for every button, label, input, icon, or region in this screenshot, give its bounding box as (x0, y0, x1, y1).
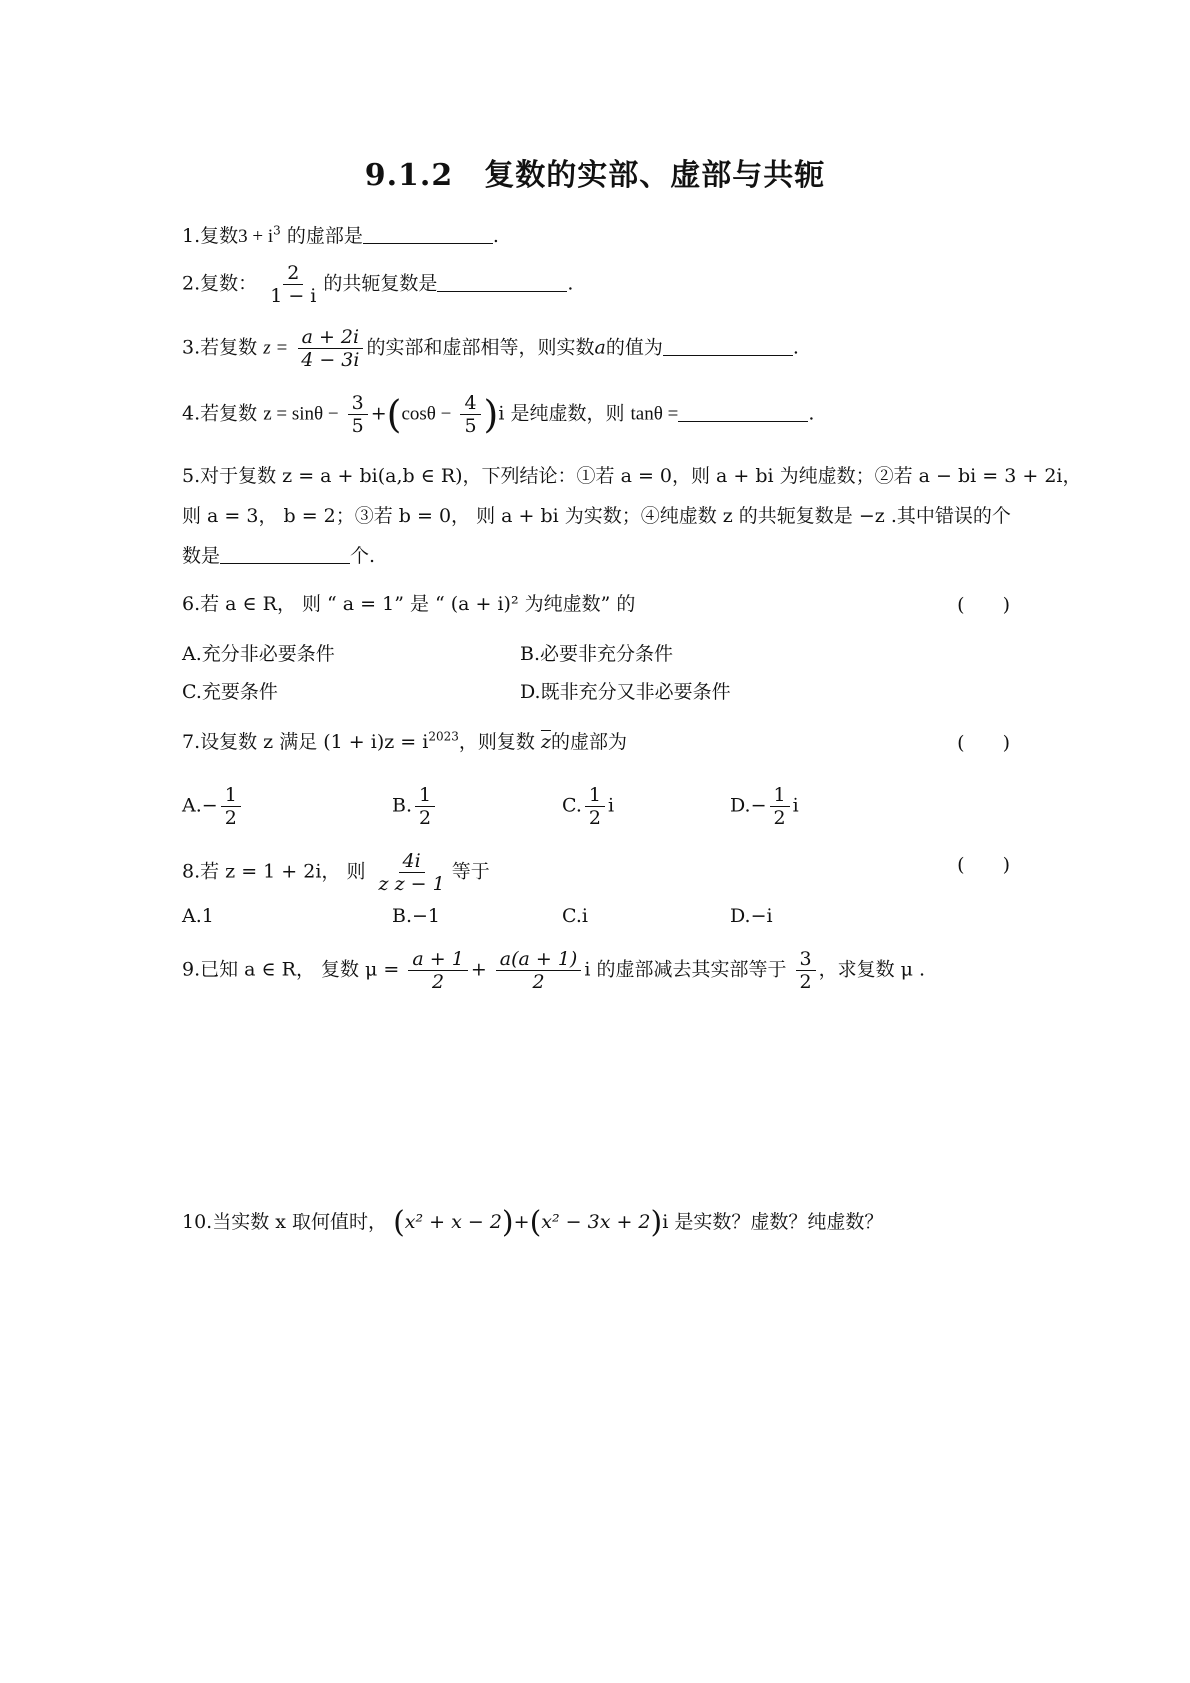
fraction: $\frac{1}{2}$ (415, 784, 435, 829)
option-b[interactable]: B.−1 (392, 905, 441, 927)
page-title: 9.1.2 复数的实部、虚部与共轭 (364, 158, 826, 193)
option-d[interactable]: D.既非充分又非必要条件 (520, 681, 731, 703)
question-5-line-3: 数是 个. (182, 545, 376, 567)
answer-blank[interactable] (678, 403, 808, 422)
fraction: $\frac{1}{2}$ (770, 784, 790, 829)
option-d[interactable]: D.− $\frac{1}{2}$ i (730, 784, 799, 829)
question-9: 9.已知 a ∈ R， 复数 μ = $\frac{a + 1}{2}$ + $\frac{a(a + 1)}{2}$ i 的虚部减去其实部等于 $\frac{3}{2}$ ，求复数 μ . (182, 948, 926, 993)
question-7: 7.设复数 z 满足 $(1 + i)z = i^{2023}$，则复数 $\overline{z}$的虚部为 (182, 729, 627, 753)
option-b[interactable]: B. $\frac{1}{2}$ (392, 784, 438, 829)
fraction: $\frac{a(a + 1)}{2}$ (496, 948, 582, 993)
choice-bracket[interactable]: ( ) (957, 594, 1010, 616)
answer-blank[interactable] (220, 545, 350, 564)
answer-blank[interactable] (437, 273, 567, 292)
option-c[interactable]: C.i (562, 905, 588, 927)
fraction: $\frac{3}{2}$ (796, 948, 816, 993)
fraction: $\frac{4i}{\text{z z − 1}}$ (378, 850, 445, 895)
fraction: $\frac{2}{1 - i}$ (270, 262, 317, 307)
option-c[interactable]: C. $\frac{1}{2}$ i (562, 784, 615, 829)
fraction: $\frac{a + 2i}{4 - 3i}$ (297, 326, 363, 371)
fraction: $\frac{1}{2}$ (585, 784, 605, 829)
option-c[interactable]: C.充要条件 (182, 681, 278, 703)
choice-bracket[interactable]: ( ) (957, 732, 1010, 754)
question-6: 6.若 a ∈ R， 则 “ a = 1” 是 “ (a + i)² 为纯虚数” 的 (182, 593, 636, 615)
option-a[interactable]: A.充分非必要条件 (182, 643, 335, 665)
answer-blank[interactable] (363, 225, 493, 244)
question-2: 2.复数： $\frac{2}{1 - i}$ 的共轭复数是 . (182, 262, 574, 307)
question-3: 3.若复数 z = $\frac{a + 2i}{4 - 3i}$ 的实部和虚部相等，则实数a的值为 . (182, 326, 799, 371)
question-5-line-1: 5.对于复数 z = a + bi(a,b ∈ R)，下列结论：①若 a = 0，则 a + bi 为纯虚数；②若 a − bi = 3 + 2i， (182, 465, 1082, 487)
option-d[interactable]: D.−i (730, 905, 773, 927)
question-4: 4.若复数 z = sinθ − $\frac{3}{5}$ +(cosθ − $\frac{4}{5}$ )i 是纯虚数，则 tanθ = . (182, 392, 815, 437)
fraction: $\frac{1}{2}$ (221, 784, 241, 829)
question-10: 10.当实数 x 取何值时， (x² + x − 2)+(x² − 3x + 2)i 是实数？虚数？纯虚数？ (182, 1205, 884, 1240)
option-b[interactable]: B.必要非充分条件 (520, 643, 674, 665)
question-8: 8.若 z = 1 + 2i， 则 $\frac{4i}{\text{z z − 1}}$ 等于 (182, 850, 490, 895)
choice-bracket[interactable]: ( ) (957, 854, 1010, 876)
fraction: $\frac{a + 1}{2}$ (408, 948, 467, 993)
option-a[interactable]: A.1 (182, 905, 214, 927)
option-a[interactable]: A.− $\frac{1}{2}$ (182, 784, 244, 829)
question-1: 1.复数$3 + i^3$ 的虚部是 . (182, 223, 499, 247)
fraction: $\frac{4}{5}$ (460, 392, 480, 437)
question-5-line-2: 则 a = 3， b = 2；③若 b = 0， 则 a + bi 为实数；④纯虚数 z 的共轭复数是 −z .其中错误的个 (182, 505, 1011, 527)
answer-blank[interactable] (663, 337, 793, 356)
fraction: $\frac{3}{5}$ (348, 392, 368, 437)
